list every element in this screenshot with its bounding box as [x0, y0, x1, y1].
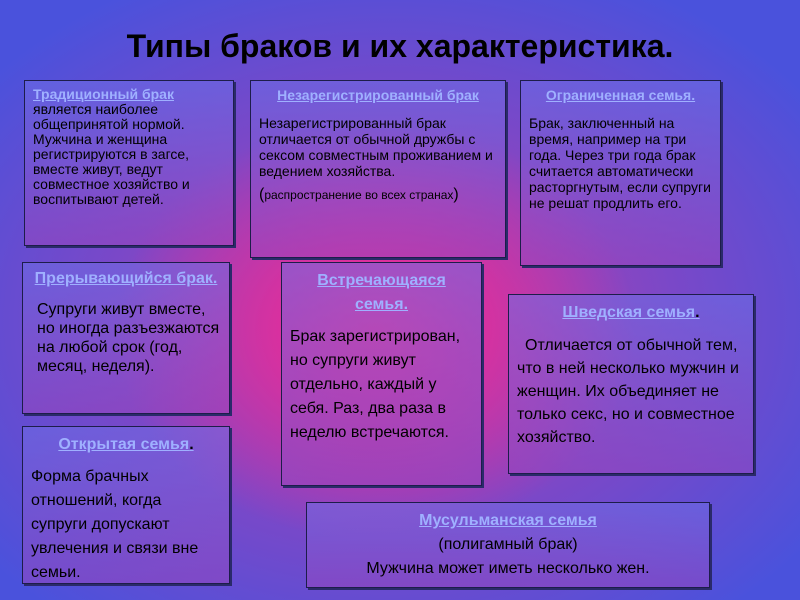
card-heading: Незарегистрированный брак	[277, 87, 479, 103]
card-heading: Ограниченная семья.	[545, 87, 696, 103]
card-text: Форма брачных отношений, когда супруги допускают увлечения и связи вне семьи.	[31, 468, 199, 581]
card-subtitle: (полигамный брак)	[438, 536, 578, 553]
card-heading: Открытая семья	[58, 436, 190, 453]
card-heading: Прерывающийся брак.	[34, 270, 218, 287]
card-heading: Встречающаяся семья.	[317, 272, 446, 313]
card-text: Отличается от обычной тем, что в ней несколько мужчин и женщин. Их объединяет не только секс, но и совместное хозяйство.	[517, 337, 739, 446]
card-heading: Традиционный брак	[33, 86, 174, 102]
card-text: Мужчина может иметь несколько жен.	[366, 560, 650, 577]
card-traditional-marriage	[24, 80, 234, 246]
card-muslim-family	[306, 502, 710, 588]
card-heading: Мусульманская семья	[419, 512, 597, 529]
heading-dot: .	[695, 304, 700, 321]
card-text: Супруги живут вместе, но иногда разъезжаются на любой срок (год, месяц, неделя).	[37, 301, 220, 375]
card-open-family	[22, 426, 230, 584]
card-swedish-family	[508, 294, 754, 474]
heading-dot: .	[189, 436, 194, 453]
card-interrupted-marriage	[22, 262, 230, 414]
paren-open: (	[259, 186, 265, 203]
card-heading: Шведская семья	[562, 304, 696, 321]
card-note	[259, 187, 497, 203]
card-text: является наиболее общепринятой нормой. Мужчина и женщина регистрируются в загсе, вместе живут, ведут совместное хозяйство и воспитывают детей.	[33, 101, 190, 207]
card-text: Брак, заключенный на время, например на три года. Через три года брак считается автоматически расторгнутым, если супруги не решат продлить его.	[529, 115, 711, 211]
note-text: распространение во всех странах	[264, 188, 454, 202]
card-heading-row	[517, 301, 745, 324]
card-heading-row	[31, 433, 221, 457]
card-text: Брак зарегистрирован, но супруги живут отдельно, каждый у себя. Раз, два раза в неделю встречаются.	[290, 328, 461, 441]
slide-title: Типы браков и их характеристика.	[126, 28, 674, 64]
card-limited-family	[520, 80, 721, 266]
card-text: Незарегистрированный брак отличается от обычной дружбы с сексом совместным проживанием и ведением хозяйства.	[259, 115, 493, 179]
paren-close: )	[453, 186, 459, 203]
card-meeting-family	[281, 262, 482, 486]
card-unregistered-marriage	[250, 80, 506, 258]
